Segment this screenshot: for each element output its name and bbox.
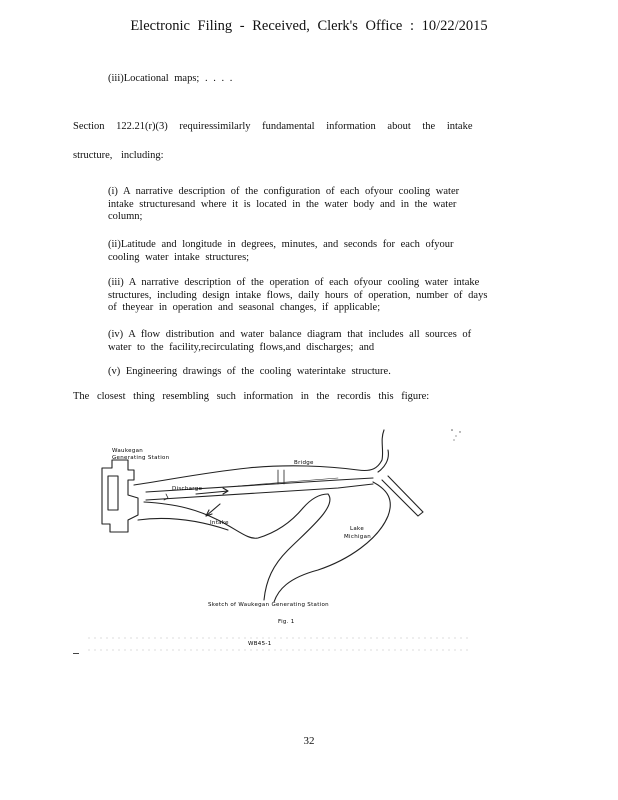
intake-channel — [144, 494, 328, 538]
label-lake-line1: Lake — [350, 526, 365, 532]
list-item-line: column; — [108, 211, 143, 222]
label-intake: Intake — [210, 520, 229, 526]
list-item-line: water to the facility,recirculating flows,and discharges; and — [108, 341, 375, 353]
figure-number: Fig. 1 — [278, 619, 295, 625]
figure-caption: Sketch of Waukegan Generating Station — [208, 602, 329, 608]
page-header: Electronic Filing - Received, Clerk's Office : 10/22/2015 — [130, 18, 488, 34]
list-item-iv — [108, 329, 471, 354]
section-paragraph-line1: Section 122.21(r)(3) requiressimilarly fundamental information about the intake — [73, 121, 473, 132]
list-item-line: (v) Engineering drawings of the cooling waterintake structure. — [108, 366, 391, 377]
intake-arrow — [206, 504, 220, 516]
list-item-iii — [108, 277, 487, 315]
section-paragraph-line2: structure, including: — [73, 150, 164, 161]
label-discharge: Discharge — [172, 486, 203, 492]
list-item-ii — [108, 239, 454, 264]
station-sketch-figure — [88, 420, 478, 660]
list-item-line: intake structuresand where it is located in the water body and in the water — [108, 198, 457, 210]
list-item-line: structures, including design intake flows, daily hours of operation, number of days — [108, 289, 488, 301]
list-item-line: of theyear in operation and seasonal changes, if applicable; — [108, 302, 381, 313]
lake-shoreline — [264, 494, 330, 600]
figure-footer-mark: WB45-1 — [248, 641, 272, 647]
bridge-mark — [278, 470, 284, 484]
list-item-line: (ii)Latitude and longitude in degrees, minutes, and seconds for each ofyour — [108, 239, 454, 250]
page-number: 32 — [303, 735, 315, 747]
intro-line: (iii)Locational maps; . . . . — [108, 73, 233, 84]
margin-mark — [73, 653, 79, 654]
label-bridge: Bridge — [294, 460, 314, 466]
list-item-v — [108, 366, 391, 379]
list-item-line: (iii) A narrative description of the operation of each ofyour cooling water intake — [108, 277, 480, 288]
west-shoreline — [134, 430, 384, 485]
label-station-line1: Waukegan — [112, 448, 144, 454]
list-item-line: cooling water intake structures; — [108, 251, 250, 263]
label-lake-line2: Michigan — [344, 534, 372, 540]
station-building — [102, 460, 138, 532]
closing-line: The closest thing resembling such information in the recordis this figure: — [73, 391, 430, 402]
list-item-i — [108, 186, 459, 224]
list-item-line: (iv) A flow distribution and water balance diagram that includes all sources of — [108, 329, 472, 340]
list-item-line: (i) A narrative description of the configuration of each ofyour cooling water — [108, 186, 460, 197]
label-station-line2: Generating Station — [112, 455, 170, 461]
